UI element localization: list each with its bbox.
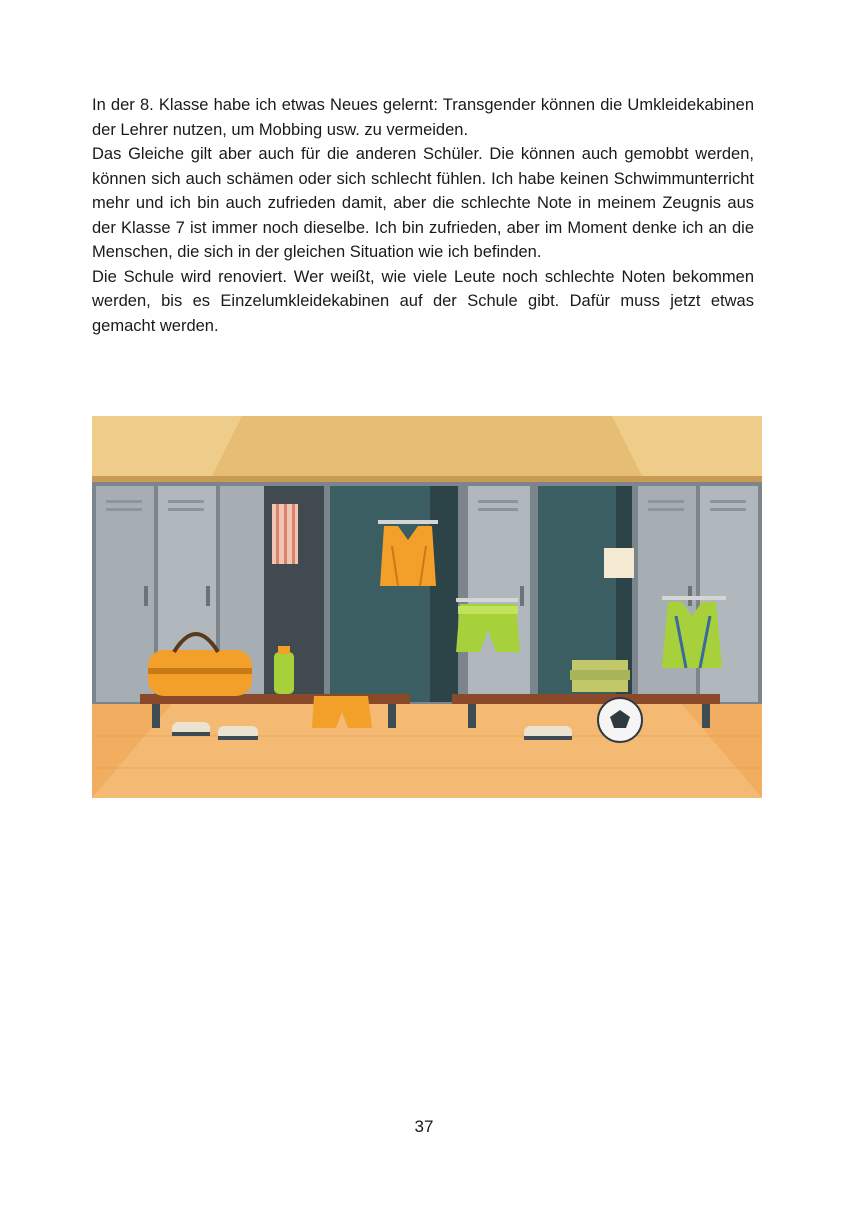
paragraph-2: Das Gleiche gilt aber auch für die anderen Schüler. Die können auch gemobbt werden, können sich auch schämen oder sich schlecht fühlen. Ich habe keinen Schwimmunterricht mehr und ich bin auch zufrieden damit, aber die schlechte Note in meinem Zeugnis aus der Klasse 7 ist immer noch dieselbe. Ich bin zufrieden, aber im Moment denke ich an die Menschen, die sich in der gleichen Situation wie ich befinden. xyxy=(92,145,754,261)
towels xyxy=(570,660,630,692)
locker-room-illustration xyxy=(92,416,762,798)
football xyxy=(598,698,642,742)
paragraph-3: Die Schule wird renoviert. Wer weißt, wie viele Leute noch schlechte Noten bekommen werden, bis es Einzelumkleidekabinen auf der Schule gibt. Dafür muss jetzt etwas gemacht werden. xyxy=(92,267,754,335)
body-text xyxy=(92,93,754,338)
page-number: 37 xyxy=(414,1117,434,1136)
paragraph-1: In der 8. Klasse habe ich etwas Neues gelernt: Transgender können die Umkleidekabinen der Lehrer nutzen, um Mobbing usw. zu vermeiden. xyxy=(92,96,754,139)
